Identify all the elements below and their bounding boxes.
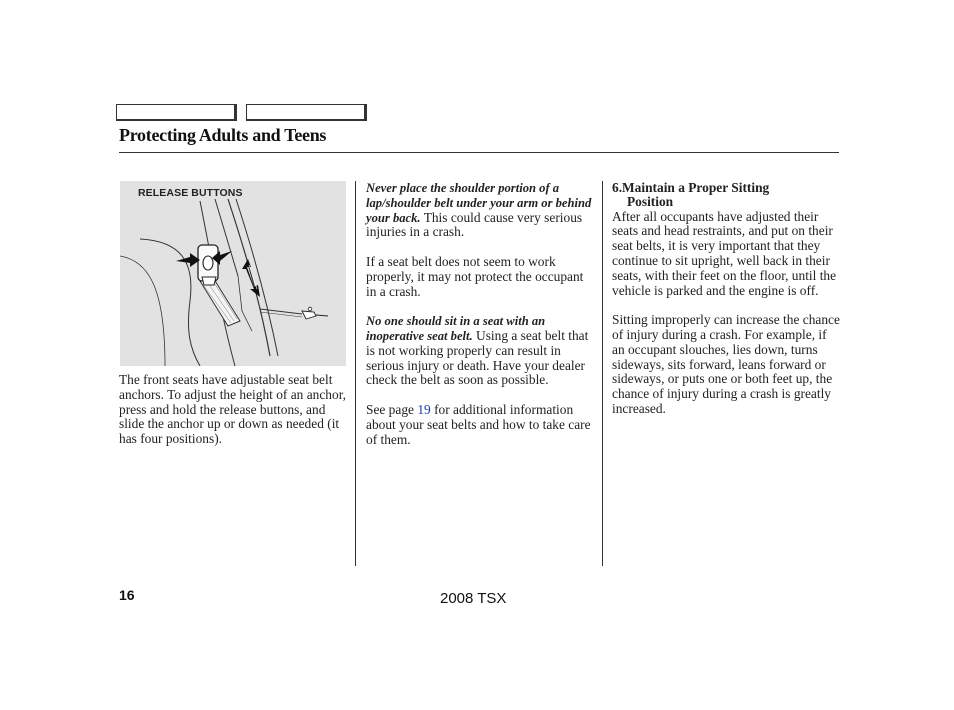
warning-shoulder-belt: [366, 181, 596, 240]
column-right: [612, 181, 840, 432]
heading-line-1: 6.Maintain a Proper Sitting: [612, 180, 770, 195]
column-divider-left: [355, 181, 356, 566]
nav-tab-next[interactable]: [246, 104, 367, 121]
heading-line-2: Position: [627, 194, 674, 210]
page-title: Protecting Adults and Teens: [119, 125, 327, 145]
seat-belt-anchor-drawing: [120, 181, 346, 366]
warning-shoulder-belt-lead: Never place the shoulder portion of a lap/shoulder belt under your arm or behind your back.: [366, 181, 592, 225]
see-page-prefix: See page: [366, 401, 414, 417]
footer-model-name: 2008 TSX: [440, 590, 507, 607]
figure-label-release-buttons: RELEASE BUTTONS: [138, 187, 243, 199]
see-page-suffix: for additional information about your seat belts and how to take care of them.: [366, 401, 591, 447]
column-middle: [366, 181, 596, 462]
anchor-adjust-paragraph: The front seats have adjustable seat belt anchors. To adjust the height of an anchor, press and hold the release buttons, and slide the anchor up or down as needed (it has four positions).: [119, 372, 346, 447]
warning-inoperative-belt-rest: Using a seat belt that is not working properly can result in serious injury or death. Have your dealer check the belt as soon as possible.: [366, 327, 589, 388]
title-divider: [119, 152, 839, 153]
page-number: 16: [119, 587, 135, 603]
column-left: [119, 373, 351, 462]
nav-tab-previous[interactable]: [116, 104, 237, 121]
page-reference-link[interactable]: 19: [417, 401, 431, 417]
warning-shoulder-belt-rest: This could cause very serious injuries in a crash.: [366, 209, 583, 240]
warning-inoperative-belt-lead: No one should sit in a seat with an inoperative seat belt.: [366, 314, 546, 343]
warning-inoperative-belt: [366, 314, 596, 388]
column-divider-right: [602, 181, 603, 566]
sitting-upright-paragraph: After all occupants have adjusted their seats and head restraints, and put on their seat belts, it is very important that they continue to sit upright, well back in their seats, with their feet on the floor, until the vehicle is parked and the engine is off.: [612, 208, 837, 298]
see-page-paragraph: [366, 403, 596, 447]
belt-not-working-paragraph: If a seat belt does not seem to work properly, it may not protect the occupant in a crash.: [366, 253, 584, 299]
sitting-position-heading: [612, 181, 840, 210]
sitting-improperly-paragraph: Sitting improperly can increase the chance of injury during a crash. For example, if an occupant slouches, lies down, turns sideways, sits forward, leans forward or sideways, or puts one or both feet up, the chance of injury during a crash is greatly increased.: [612, 312, 840, 416]
seat-belt-anchor-illustration: [120, 181, 346, 366]
